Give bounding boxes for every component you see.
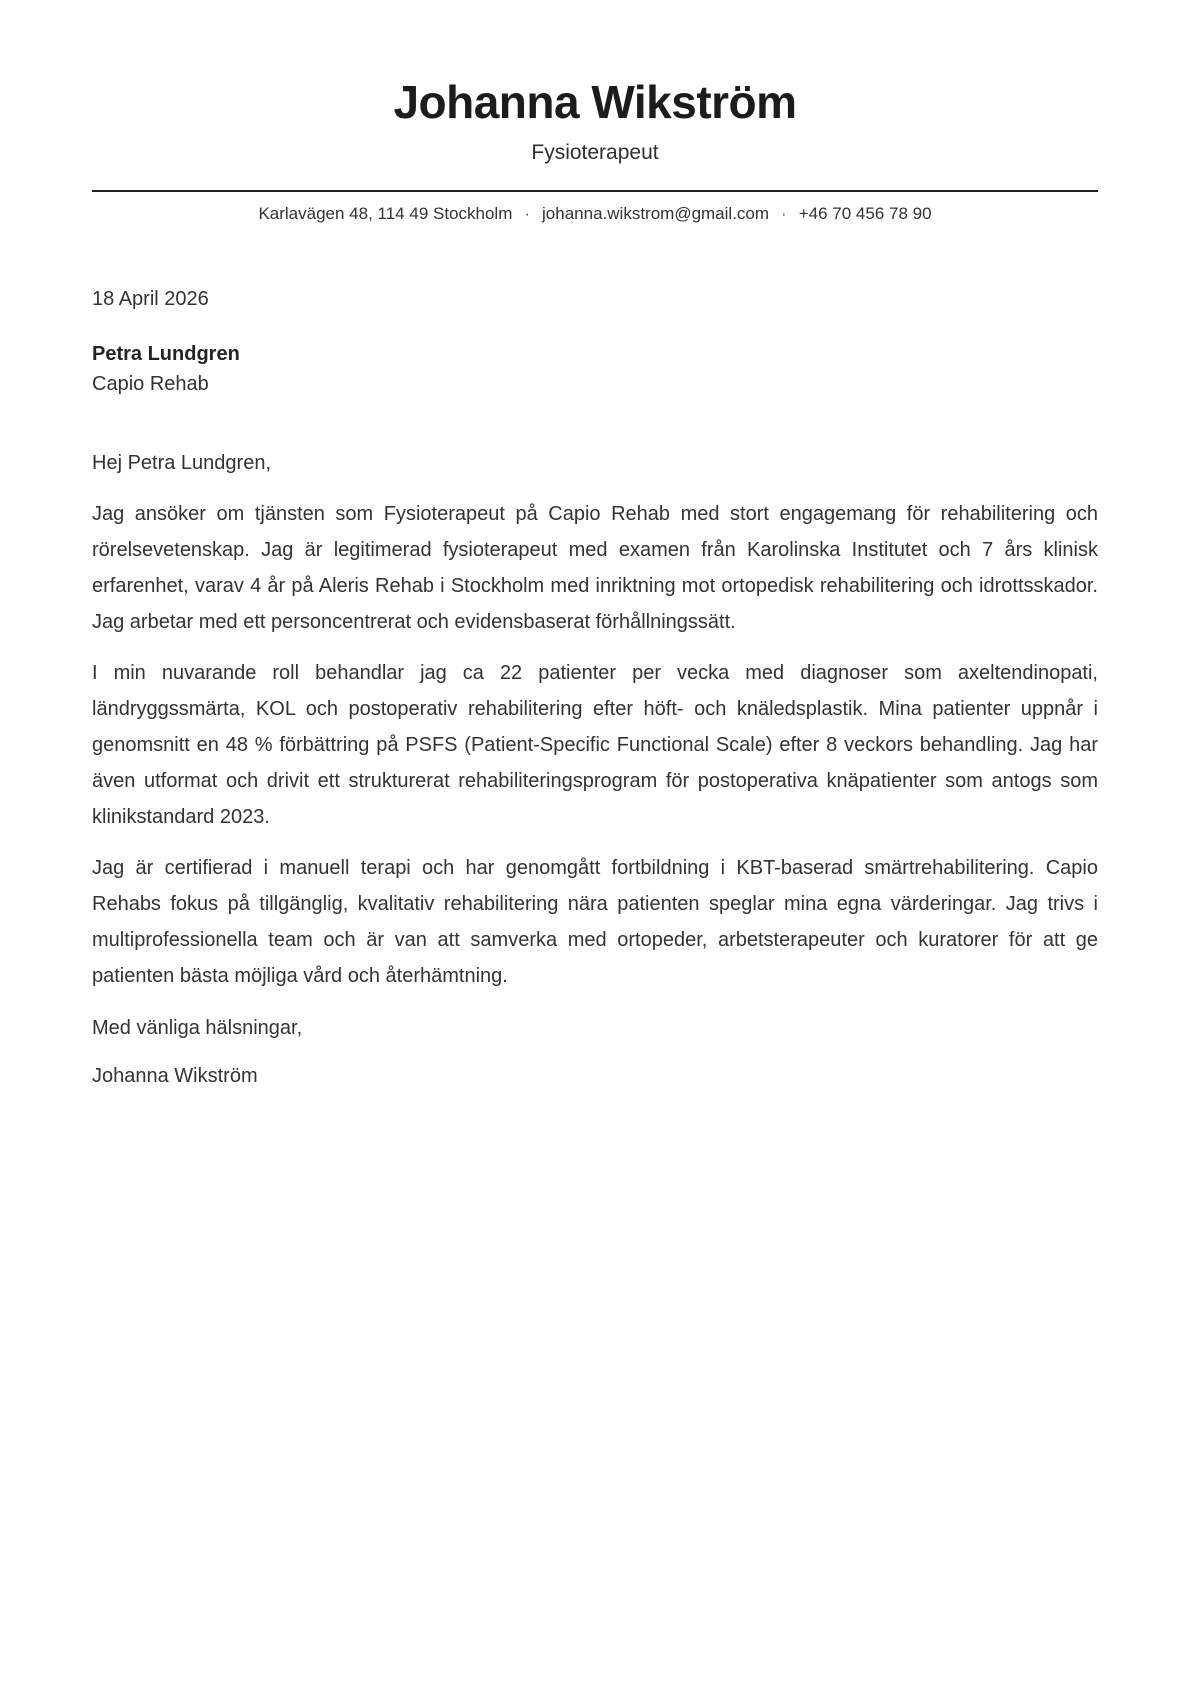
paragraph-1: Jag ansöker om tjänsten som Fysioterapeut på Capio Rehab med stort engagemang för rehabilitering och rörelsevetenskap. Jag är legitimerad fysioterapeut med examen från Karolinska Institutet och 7 års klinisk erfarenhet, varav 4 år på Aleris Rehab i Stockholm med inriktning mot ortopedisk rehabilitering och idrottsskador. Jag arbetar med ett personcentrerat och evidensbaserat förhållningssätt. <box>92 502 1098 633</box>
paragraph-2: I min nuvarande roll behandlar jag ca 22 patienter per vecka med diagnoser som axeltendinopati, ländryggssmärta, KOL och postoperativ rehabilitering efter höft- och knäledsplastik. Mina patienter uppnår i genomsnitt en 48 % förbättring på PSFS (Patient-Specific Functional Scale) efter 8 veckors behandling. Jag har även utformat och drivit ett strukturerat rehabiliteringsprogram för postoperativa knäpatienter som antogs som klinikstandard 2023. <box>92 661 1098 828</box>
greeting: Hej Petra Lundgren, <box>92 451 272 474</box>
contact-email: johanna.wikstrom@gmail.com <box>542 204 770 224</box>
contact-address: Karlavägen 48, 114 49 Stockholm <box>258 204 513 224</box>
signature: Johanna Wikström <box>92 1064 258 1087</box>
letter-date: 18 April 2026 <box>92 287 209 310</box>
contact-separator: · <box>781 204 787 224</box>
letter-body <box>92 285 1098 1094</box>
applicant-name: Johanna Wikström <box>393 76 797 128</box>
closing: Med vänliga hälsningar, <box>92 1016 303 1039</box>
recipient-company: Capio Rehab <box>92 372 209 395</box>
contact-separator: · <box>524 204 531 224</box>
header-divider <box>92 190 1098 192</box>
contact-line <box>92 201 1098 227</box>
recipient-name: Petra Lundgren <box>92 342 240 365</box>
contact-phone: +46 70 456 78 90 <box>798 204 932 224</box>
paragraph-3: Jag är certifierad i manuell terapi och har genomgått fortbildning i KBT-baserad smärtrehabilitering. Capio Rehabs fokus på tillgänglig, kvalitativ rehabilitering nära patienten speglar mina egna värderingar. Jag trivs i multiprofessionella team och är van att samverka med ortopeder, arbetsterapeuter och kuratorer för att ge patienten bästa möjliga vård och återhämtning. <box>92 856 1098 987</box>
applicant-role: Fysioterapeut <box>531 140 659 164</box>
letter-header <box>92 76 1098 227</box>
